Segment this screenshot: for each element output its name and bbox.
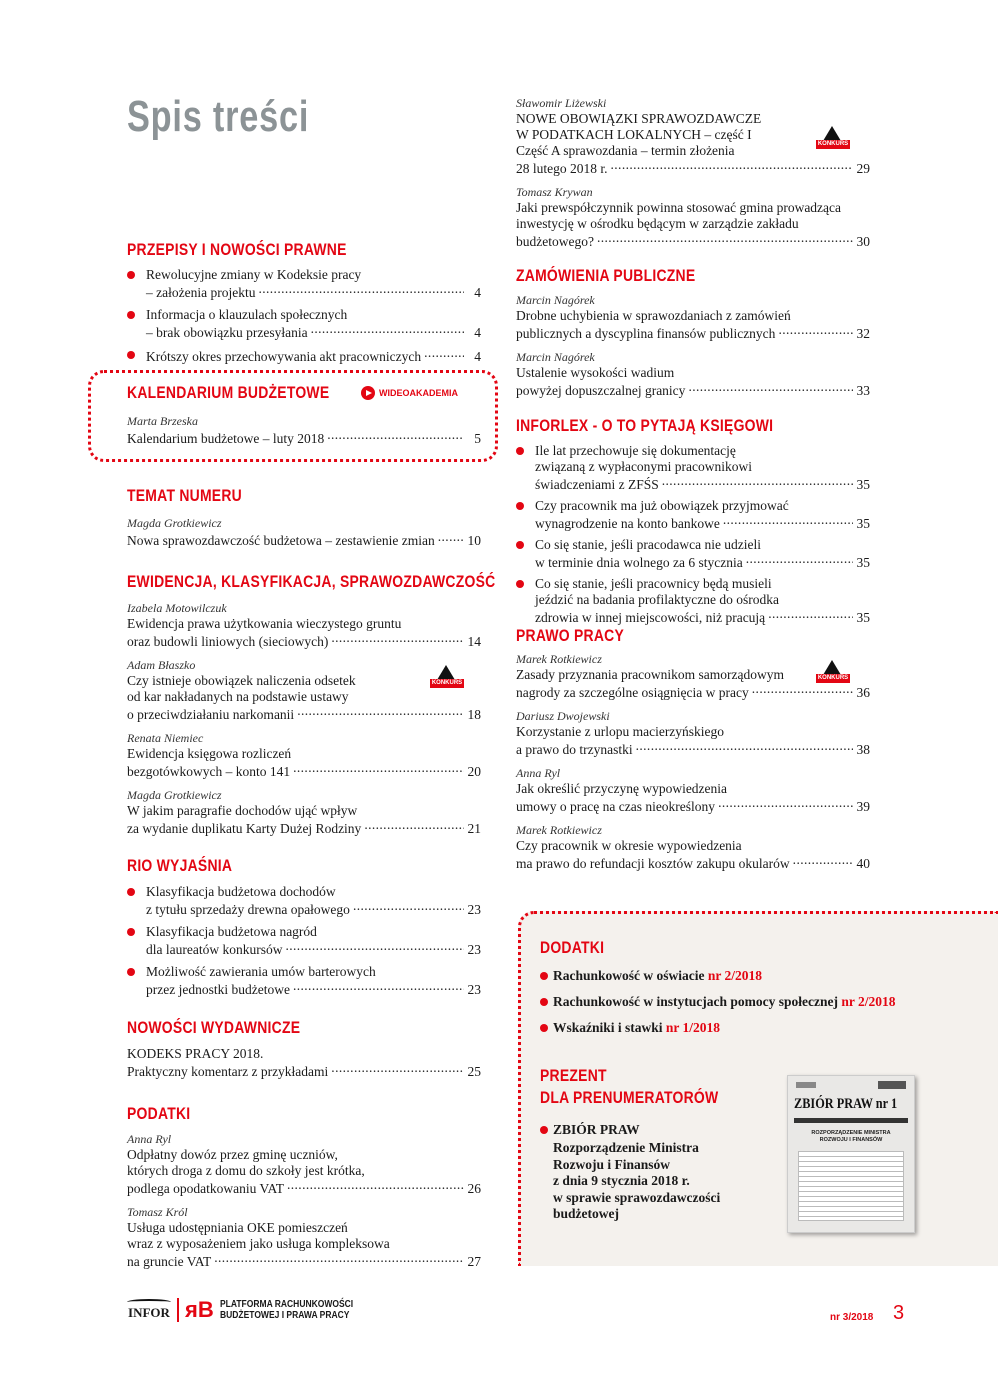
entry-line: – założenia projektu [146,285,256,300]
page-number: 38 [856,742,870,757]
ewidencja-section [127,572,496,837]
entry-line: Ewidencja prawa użytkowania wieczystego gruntu [127,616,402,631]
author: Sławomir Liżewski [516,96,607,110]
platform-line: PLATFORMA RACHUNKOWOŚCI [219,1299,353,1310]
toc-entry[interactable] [516,781,870,815]
entry-line: Nowa sprawozdawczość budżetowa – zestawienie zmian [127,533,435,548]
gift-line: w sprawie sprawozdawczości [553,1189,721,1205]
author: Marcin Nagórek [516,293,595,307]
entry-line: Część A sprawozdania – termin złożenia [516,143,735,158]
supplement-title: Wskaźniki i stawki [553,1020,663,1035]
toc-entry[interactable] [127,347,481,365]
entry-line: związaną z wypłaconymi pracownikowi [535,459,753,474]
entry-line: oraz budowli liniowych (sieciowych) [127,634,329,649]
page-number: 5 [474,431,481,446]
entry-line: budżetowego? [516,234,594,249]
entry-line: od kar nakładanych na podstawie ustawy [127,689,349,704]
entry-line: Kalendarium budżetowe – luty 2018 [127,431,325,446]
entry-line: W PODATKACH LOKALNYCH – część I [516,127,752,142]
podatki-section [127,1104,481,1270]
entry-line: Usługa udostępniania OKE pomieszczeń [127,1220,348,1235]
section-heading: PRAWO PRACY [516,626,625,645]
page-number: 35 [856,477,870,492]
toc-entry[interactable] [127,884,481,918]
entry-line: Czy pracownik w okresie wypowiedzenia [516,838,742,853]
inforlex-section [516,416,870,626]
entry-line: Klasyfikacja budżetowa nagród [146,924,317,939]
entry-line: świadczeniami z ZFŚS [535,477,659,492]
gift-line: Rozwoju i Finansów [553,1156,671,1172]
section-heading: INFORLEX - O TO PYTAJĄ KSIĘGOWI [516,416,774,435]
section-heading: DODATKI [540,938,605,957]
page-number: 4 [474,285,481,300]
author: Marcin Nagórek [516,350,595,364]
author: Anna Ryl [127,1132,172,1146]
konkurs-label: KONKURS [817,675,849,681]
page-number: 25 [467,1064,481,1079]
page-number: 36 [856,685,870,700]
cover-subtitle: ROZPORZĄDZENIE MINISTRA ROZWOJU I FINANSÓW [811,1130,891,1143]
author: Marta Brzeska [127,414,198,428]
author: Marek Rotkiewicz [516,652,602,666]
entry-line: wynagrodzenie na konto bankowe [535,516,720,531]
supplement-item[interactable] [540,968,960,994]
section-heading: DLA PRENUMERATORÓW [540,1088,719,1107]
page-number: 33 [856,383,870,398]
entry-line: inwestycję w ośrodku będącym w zarządzie zakładu [516,216,799,231]
temat-section [127,486,481,549]
author: Tomasz Krywan [516,185,593,199]
supplement-item[interactable] [540,994,960,1020]
right-column [516,95,870,250]
divider [177,1298,179,1322]
entry-line: Co się stanie, jeśli pracownicy będą musieli [535,576,772,591]
section-heading: PREZENT [540,1066,607,1085]
page-number: 35 [856,516,870,531]
toc-entry[interactable] [127,746,481,780]
page-number: 35 [856,555,870,570]
gift-description [540,1140,780,1223]
entry-line: dla laureatów konkursów [146,942,283,957]
page-number: 40 [856,856,870,871]
konkurs-badge [430,665,462,695]
toc-entry[interactable] [127,964,481,998]
infor-text: INFOR [128,1305,170,1320]
platform-name [220,1299,353,1321]
konkurs-label: KONKURS [431,680,463,686]
section-heading: EWIDENCJA, KLASYFIKACJA, SPRAWOZDAWCZOŚĆ [127,572,496,591]
entry-line: Zasady przyznania pracownikom samorządowym [516,667,785,682]
page-number: 23 [467,902,481,917]
entry-line: jeździć na badania profilaktyczne do ośrodka [535,592,780,607]
konkurs-badge [816,126,848,156]
page-number: 23 [467,942,481,957]
entry-line: Jaki prewspółczynnik powinna stosować gmina prowadząca [516,200,842,215]
entry-line: Ustalenie wysokości wadium [516,365,675,380]
entry-line: Drobne uchybienia w sprawozdaniach z zamówień [516,308,791,323]
page-number: 29 [856,161,870,176]
entry-line: Krótszy okres przechowywania akt pracowniczych [146,349,422,364]
entry-line: Odpłatny dowóz przez gminę uczniów, [127,1147,338,1162]
page-number-footer: 3 [893,1302,905,1324]
entry-line: wraz z wyposażeniem jako usługa kompleksowa [127,1236,390,1251]
entry-line: publicznych a dyscyplina finansów publicznych [516,326,776,341]
section-heading: TEMAT NUMERU [127,486,242,505]
entry-line: podlega opodatkowaniu VAT [127,1181,284,1196]
toc-entry[interactable] [127,1046,481,1080]
rb-logo-icon: ᴙB [185,1297,214,1322]
page-number: 26 [467,1181,481,1196]
entry-line: zdrowia w innej miejscowości, niż pracują [535,610,766,625]
page-number: 39 [856,799,870,814]
author: Magda Grotkiewicz [127,788,222,802]
page-number: 30 [856,234,870,249]
cover-logo [878,1081,906,1089]
cover-title: ZBIÓR PRAW nr 1 [794,1096,898,1112]
section-heading: ZAMÓWIENIA PUBLICZNE [516,266,696,285]
issue-number: nr 3/2018 [830,1312,874,1323]
entry-line: a prawo do trzynastki [516,742,633,757]
page-number: 20 [467,764,481,779]
entry-line: Jak określić przyczynę wypowiedzenia [516,781,728,796]
toc-entry[interactable] [127,429,481,447]
entry-line: na gruncie VAT [127,1254,212,1269]
page-number: 4 [474,325,481,340]
rio-section [127,856,481,998]
konkurs-label: KONKURS [817,141,849,147]
entry-line: Praktyczny komentarz z przykładami [127,1064,329,1079]
author: Izabela Motowilczuk [127,601,227,615]
publisher-logo [127,1298,376,1322]
cover-band [794,1118,908,1123]
supplement-issue: nr 2/2018 [707,968,763,983]
section-heading: PODATKI [127,1104,191,1123]
toc-entry[interactable] [516,200,870,250]
entry-line: w terminie dnia wolnego za 6 stycznia [535,555,743,570]
toc-entry[interactable] [127,267,481,301]
left-column [127,240,481,365]
platform-line: BUDŻETOWEJ I PRAWA PRACY [219,1310,350,1321]
section-heading: NOWOŚCI WYDAWNICZE [127,1018,301,1037]
entry-line: za wydanie duplikatu Karty Dużej Rodziny [127,821,362,836]
entry-line: Rewolucyjne zmiany w Kodeksie pracy [146,267,362,282]
page-number: 23 [467,982,481,997]
section-heading: RIO WYJAŚNIA [127,856,233,875]
entry-line: Ile lat przechowuje się dokumentację [535,443,736,458]
entry-line: o przeciwdziałaniu narkomanii [127,707,295,722]
entry-line: powyżej dopuszczalnej granicy [516,383,686,398]
toc-entry[interactable] [516,498,870,532]
cover-logo [796,1082,816,1088]
toc-entry[interactable] [516,838,870,872]
toc-entry[interactable] [127,1147,481,1197]
gift-line: z dnia 9 stycznia 2018 r. [553,1173,690,1188]
kalendarium-section [127,383,481,447]
toc-entry[interactable] [516,308,870,342]
toc-entry[interactable] [127,924,481,958]
entry-line: W jakim paragrafie dochodów ująć wpływ [127,803,358,818]
entry-line: z tytułu sprzedaży drewna opałowego [146,902,350,917]
entry-line: – brak obowiązku przesyłania [146,325,308,340]
entry-line: Klasyfikacja budżetowa dochodów [146,884,336,899]
page-number: 10 [467,533,481,548]
page-number: 35 [856,610,870,625]
entry-line: Korzystanie z urlopu macierzyńskiego [516,724,725,739]
entry-line: nagrody za szczególne osiągnięcia w pracy [516,685,749,700]
entry-line: Ewidencja księgowa rozliczeń [127,746,292,761]
author: Dariusz Dwojewski [516,709,610,723]
entry-line: NOWE OBOWIĄZKI SPRAWOZDAWCZE [516,111,762,126]
nowosci-section [127,1018,481,1080]
toc-entry[interactable] [516,537,870,571]
entry-line: których droga z domu do szkoły jest krótka, [127,1163,365,1178]
page-number: 4 [474,349,481,364]
author: Magda Grotkiewicz [127,516,222,530]
page-number: 21 [467,821,481,836]
page-number: 32 [856,326,870,341]
toc-entry[interactable] [127,616,481,650]
author: Tomasz Król [127,1205,188,1219]
toc-entry[interactable] [516,443,870,493]
entry-line: przez jednostki budżetowe [146,982,290,997]
toc-entry[interactable] [516,365,870,399]
supplement-title: Rachunkowość w instytucjach pomocy społecznej [553,994,838,1009]
section-heading: KALENDARIUM BUDŻETOWE [127,383,330,402]
supplement-item[interactable] [540,1020,960,1046]
entry-line: Informacja o klauzulach społecznych [146,307,348,322]
entry-line: 28 lutego 2018 r. [516,161,608,176]
section-heading: PRZEPISY I NOWOŚCI PRAWNE [127,240,347,259]
prezent-section [540,1066,780,1223]
toc-entry[interactable] [127,803,481,837]
author: Marek Rotkiewicz [516,823,602,837]
entry-line: Czy istnieje obowiązek naliczenia odsetek [127,673,356,688]
author: Renata Niemiec [127,731,204,745]
page-number: 18 [467,707,481,722]
zamowienia-section [516,266,870,399]
toc-entry[interactable] [127,673,481,723]
supplement-title: Rachunkowość w oświacie [553,968,705,983]
toc-entry[interactable] [127,307,481,341]
toc-entry[interactable] [516,724,870,758]
cover-table [798,1151,904,1221]
entry-line: ma prawo do refundacji kosztów zakupu okularów [516,856,790,871]
supplement-issue: nr 1/2018 [665,1020,721,1035]
entry-line: bezgotówkowych – konto 141 [127,764,291,779]
entry-line: Możliwość zawierania umów barterowych [146,964,376,979]
page-number: 14 [467,634,481,649]
author: Anna Ryl [516,766,561,780]
toc-entry[interactable] [516,576,870,626]
entry-line: KODEKS PRACY 2018. [127,1046,264,1061]
page-number: 27 [467,1254,481,1269]
toc-entry[interactable] [127,531,481,549]
infor-logo [127,1299,171,1321]
gift-item[interactable]: ZBIÓR PRAW [540,1122,780,1140]
toc-entry[interactable] [127,1220,481,1270]
gift-line: budżetowej [553,1206,619,1221]
konkurs-badge [816,660,848,690]
video-label: WIDEOAKADEMIA [379,388,458,398]
dodatki-section [540,938,960,1046]
gift-line: Rozporządzenie Ministra [553,1140,699,1155]
gift-cover-image [787,1075,915,1233]
entry-line: Czy pracownik ma już obowiązek przyjmować [535,498,789,513]
author: Adam Błaszko [127,658,196,672]
entry-line: Co się stanie, jeśli pracodawca nie udzieli [535,537,762,552]
supplement-issue: nr 2/2018 [841,994,896,1009]
page-title: Spis treści [127,92,310,141]
entry-line: umowy o pracę na czas nieokreślony [516,799,716,814]
